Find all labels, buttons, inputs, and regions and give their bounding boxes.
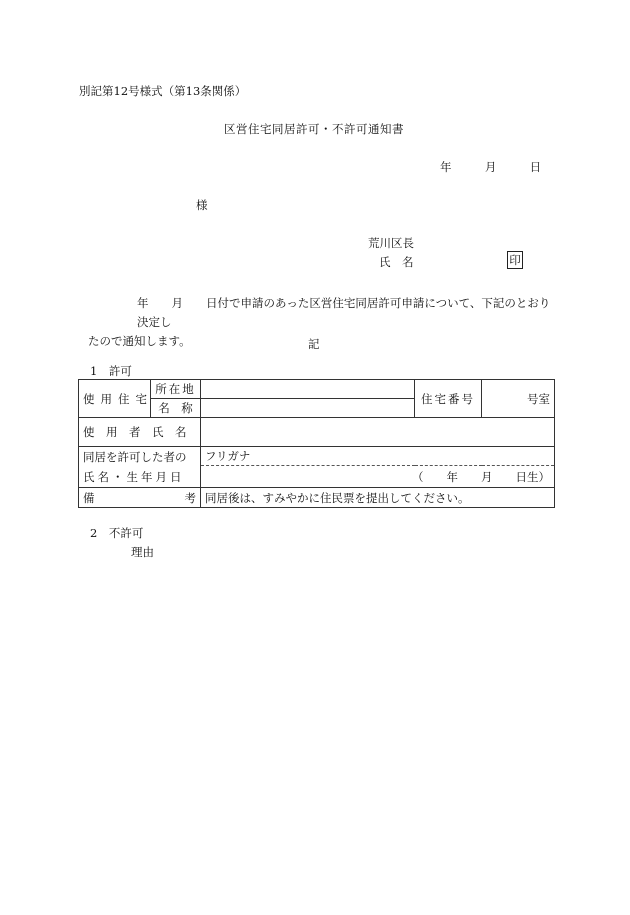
ki-heading: 記 — [308, 337, 320, 351]
recipient-suffix: 様 — [196, 198, 208, 212]
date-month: 月 — [484, 160, 497, 174]
issue-date — [440, 162, 541, 174]
notice-line-1: 年 月 日付で申請のあった区営住宅同居許可申請について、下記のとおり決定し — [137, 296, 551, 329]
furigana-cell[interactable] — [201, 447, 555, 466]
permit-table — [78, 379, 555, 508]
room-suffix: 号室 — [527, 391, 550, 406]
cohabitant-label — [79, 447, 201, 488]
location-label: 所在地 — [151, 380, 201, 399]
form-id: 別記第12号様式（第13条関係） — [79, 84, 247, 98]
birthdate-cell[interactable] — [201, 466, 555, 488]
housing-number-label: 住宅番号 — [415, 380, 482, 418]
deny-reason-label: 理由 — [131, 545, 154, 559]
section-deny-heading: 2 不許可 — [90, 526, 144, 540]
date-day: 日 — [529, 160, 542, 174]
user-name-label: 使 用 者 氏 名 — [79, 418, 201, 447]
document-title: 区営住宅同居許可・不許可通知書 — [224, 122, 404, 136]
room-number-cell[interactable] — [482, 380, 555, 418]
cohabitant-label-line2: 氏名・生年月日 — [83, 470, 185, 484]
remarks-label-right: 考 — [184, 490, 196, 505]
location-value[interactable] — [201, 380, 415, 399]
housing-name-value[interactable] — [201, 399, 415, 418]
date-year: 年 — [440, 160, 452, 174]
cohabitant-label-line1: 同居を許可した者の — [83, 450, 187, 464]
furigana-label: フリガナ — [205, 449, 251, 463]
section-permit-heading: 1 許可 — [90, 364, 132, 378]
remarks-label-left: 備 — [83, 490, 95, 505]
remarks-label — [79, 488, 201, 508]
issuer-name-label: 氏 名 — [379, 255, 414, 269]
remarks-value: 同居後は、すみやかに住民票を提出してください。 — [201, 488, 555, 508]
birthdate-label: （ 年 月 日生） — [412, 469, 550, 484]
issuer-office: 荒川区長 — [368, 236, 414, 250]
notice-line-2: たので通知します。 — [88, 334, 191, 348]
housing-label: 使用住宅 — [79, 380, 151, 418]
seal-mark: 印 — [507, 251, 523, 269]
housing-name-label: 名 称 — [151, 399, 201, 418]
user-name-value[interactable] — [201, 418, 555, 447]
